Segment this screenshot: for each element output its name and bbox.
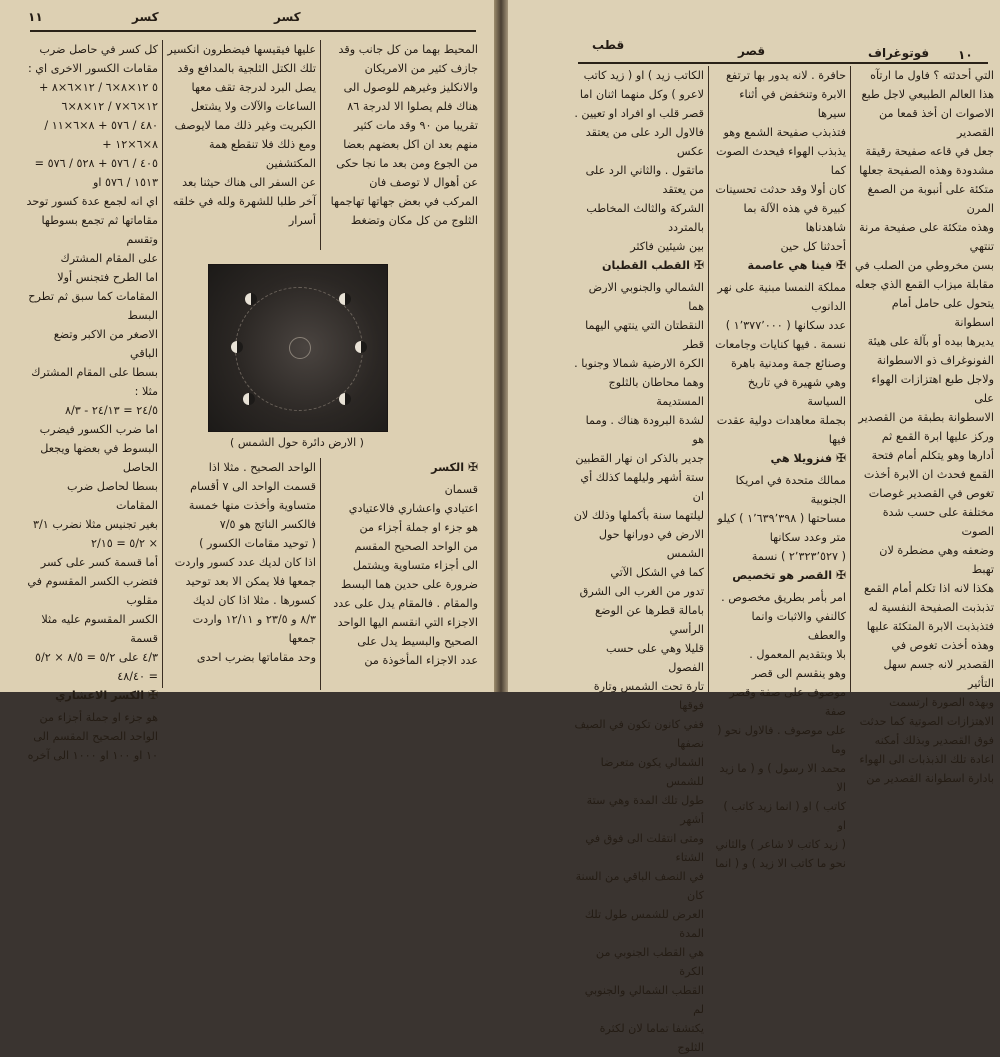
left-page-side-title: كسر bbox=[274, 10, 301, 24]
right-page-middle-title: قصر bbox=[738, 44, 766, 58]
earth-phase-mark bbox=[231, 341, 243, 353]
text-line: الاصغر من الاكبر وتضع الباقي bbox=[53, 328, 158, 360]
text-line: بغير تجنيس مثلا نضرب ٣/١ bbox=[33, 518, 158, 531]
text-line: على موصوف . فالاول نحو ( وما bbox=[717, 724, 846, 756]
text-line: الفونوغراف ذو الاسطوانة bbox=[876, 354, 994, 367]
section-heading-pole: ✠ القطب القطبان bbox=[601, 258, 704, 272]
left-column-a bbox=[24, 40, 158, 762]
text-line: الاهتزازات الصوتية كما حدثت bbox=[859, 715, 994, 728]
text-line: بسن مخروطي من الصلب في bbox=[855, 259, 994, 272]
text-line: أما قسمة كسر على كسر bbox=[40, 556, 158, 569]
left-column-c-bottom bbox=[324, 458, 478, 690]
text-line: قليلا وهي على حسب الفصول bbox=[606, 642, 704, 674]
text-line: يديرها بيده أو بآلة على هيئة bbox=[867, 335, 994, 348]
text-line: مقاماتها ثم تجمع بسوطها وتقسم bbox=[41, 214, 158, 246]
text-line: نسمة . فيها كنايات وجامعات bbox=[715, 338, 846, 351]
text-line: اما ضرب الكسور فيضرب bbox=[39, 423, 158, 436]
text-line: المقامات كما سبق ثم تطرح البسط bbox=[28, 290, 158, 322]
text-line: جمعها فلا يمكن الا بعد توحيد bbox=[185, 575, 316, 588]
text-line: فيها bbox=[828, 433, 846, 446]
right-column-2 bbox=[712, 66, 846, 870]
text-line: قسمت الواحد الى ٧ أقسام bbox=[190, 480, 316, 493]
text-line: متكئة على أنبوبة من الصمغ المرن bbox=[867, 183, 994, 215]
text-line: كاتب ) او ( انما زيد كاتب ) او bbox=[723, 800, 846, 832]
section-heading-venezuela: ✠ فنزويلا هي bbox=[770, 451, 846, 465]
text-line: يتحول على حامل أمام اسطوانة bbox=[891, 297, 994, 329]
text-line: على المقام المشترك bbox=[60, 252, 158, 265]
text-line: اعادة تلك الذبذبات الى الهواء bbox=[859, 753, 994, 766]
text-line: لشدة البرودة هناك . ومما هو bbox=[585, 414, 704, 446]
text-line: الاسطوانة بطبقة من القصدير bbox=[858, 411, 994, 424]
text-line: اي انه لجمع عدة كسور توحد bbox=[26, 195, 158, 208]
text-line: القصدير لانه جسم سهل التأثير bbox=[883, 658, 994, 690]
text-line: نحو ما كاتب الا زيد ) و ( انما bbox=[715, 857, 846, 870]
text-line: موصوف على صفة وقصر صفة bbox=[729, 686, 846, 718]
text-line: البسوط في بعضها ويجعل الحاصل bbox=[40, 442, 158, 474]
text-line: وضعفه وهي مضطرة لان تهبط bbox=[879, 544, 994, 576]
text-line: وحد مقاماتها بضرب احدى bbox=[196, 651, 316, 664]
ornament-icon: ✠ bbox=[835, 568, 846, 582]
right-page-number: ١٠ bbox=[958, 48, 973, 62]
text-line: ( زيد كاتب لا شاعر ) والثاني bbox=[715, 838, 846, 851]
left-column-c-top bbox=[324, 40, 478, 250]
right-page bbox=[508, 0, 1000, 1054]
ornament-icon: ✠ bbox=[467, 460, 478, 474]
text-line: ففي كانون تكون في الصيف نصفها bbox=[574, 718, 704, 750]
text-line: وهي شهيرة في تاريخ السياسة bbox=[747, 376, 846, 408]
text-line: الابرة وتنخفض في أثناء سيرها bbox=[739, 88, 846, 120]
text-line: هناك فلم يصلوا الا لدرجة ٨٦ bbox=[347, 100, 478, 113]
text-line: ٤٠٥ / ٥٧٦ + ٥٢٨ / ٥٧٦ = ١٥١٣ / ٥٧٦ او bbox=[34, 157, 158, 189]
text-line: ٥ ١٢×٨×٦ / ١٢×٦×٨ + ١٢×٦×٧ / ١٢×٨×٦ bbox=[38, 81, 158, 113]
section-heading-vienna: ✠ فينا هي عاصمة bbox=[747, 258, 846, 272]
sun-symbol bbox=[289, 337, 311, 359]
text-line: الكسر المقسوم عليه مثلا قسمة bbox=[41, 613, 158, 645]
text-line: آخر طلبا للشهرة ولله في خلقه bbox=[172, 195, 316, 208]
text-line: ماتقول . والثاني الرد على من يعتقد bbox=[585, 164, 704, 196]
column-divider bbox=[320, 40, 321, 250]
text-line: ٤/٣ على ٥/٢ = ٨/٥ × ٥/٢ = ٤٨/٤٠ bbox=[34, 651, 158, 683]
text-line: الشمالي يكون متعرضا للشمس bbox=[600, 756, 704, 788]
text-line: هو جزء او جملة أجزاء من bbox=[359, 521, 478, 534]
left-page-number: ١١ bbox=[28, 10, 43, 24]
text-line: جازف كثير من الامريكان bbox=[364, 62, 478, 75]
text-line: ٢٤/٥ = ٢٤/١٣ - ٨/٣ bbox=[64, 404, 158, 417]
text-line: هذا العالم الطبيعي لاجل طبع bbox=[861, 88, 994, 101]
text-line: فالكسر الناتج هو ٧/٥ bbox=[219, 518, 316, 531]
text-line: بجملة معاهدات دولية عقدت bbox=[716, 414, 846, 427]
text-line: ١٠ او ١٠٠ او ١٠٠٠ الى آخره bbox=[27, 749, 158, 762]
text-line: النقطتان التي ينتهي اليهما قطر bbox=[585, 319, 704, 351]
text-line: ممالك متحدة في امريكا الجنوبية bbox=[735, 474, 846, 506]
right-header-rule bbox=[578, 62, 988, 64]
column-divider bbox=[320, 458, 321, 690]
text-line: كما في الشكل الآتي bbox=[610, 566, 704, 579]
text-line: ولاجل طبع اهتزازات الهواء على bbox=[871, 373, 994, 405]
text-line: هكذا لانه اذا تكلم أمام القمع bbox=[863, 582, 994, 595]
text-line: طول تلك المدة وهي ستة أشهر bbox=[586, 794, 704, 826]
text-line: وركز عليها ابرة القمع ثم bbox=[881, 430, 994, 443]
text-line: تغوص في القصدير غوصات bbox=[868, 487, 994, 500]
text-line: × ٥/٢ = ٢/١٥ bbox=[90, 537, 158, 550]
text-line: أدارها وهو يتكلم أمام فتحة bbox=[871, 449, 994, 462]
column-divider bbox=[162, 40, 163, 688]
text-line: فالاول الرد على من يعتقد عكس bbox=[585, 126, 704, 158]
text-line: منهم بعد ان اكل بعضهم بعضا bbox=[343, 138, 478, 151]
text-line: وبهذه الصورة ارتسمت bbox=[889, 696, 994, 709]
text-line: بلا وبتقديم المعمول . bbox=[749, 648, 846, 661]
text-line: الساعات والآلات ولا يشتعل bbox=[190, 100, 316, 113]
text-line: اعتيادي واعشاري فالاعتيادي bbox=[348, 502, 478, 515]
text-line: متر وعدد سكانها bbox=[769, 531, 846, 544]
text-line: القمع فحدث ان الابرة أخذت bbox=[863, 468, 994, 481]
text-line: عليها فيقيسها فيضطرون انكسير bbox=[167, 43, 316, 56]
text-line: الشمالي والجنوبي الارض هما bbox=[588, 281, 704, 313]
text-line: محمد الا رسول ) و ( ما زيد الا bbox=[719, 762, 846, 794]
left-header-rule bbox=[30, 30, 476, 32]
text-line: فتذبذبت الابرة المتكئة عليها bbox=[866, 620, 994, 633]
right-column-3 bbox=[854, 66, 994, 785]
text-line: ومتى انتقلت الى فوق في الشتاء bbox=[585, 832, 704, 864]
text-line: عدد سكانها ( ١٬٣٧٧٬٠٠٠ ) bbox=[725, 319, 846, 332]
right-page-side-title: فوتوغراف bbox=[868, 46, 930, 60]
text-line: من الواحد الصحيح المقسم bbox=[354, 540, 478, 553]
earth-phase-mark bbox=[355, 341, 367, 353]
text-line: ٤٨٠ / ٥٧٦ + ٨×٦×١١ / ٨×٦×١٢ + bbox=[44, 119, 158, 151]
section-heading-restriction: ✠ القصر هو تخصيص bbox=[732, 568, 846, 582]
text-line: كبيرة في هذه الآلة بما شاهدناها bbox=[743, 202, 846, 234]
left-column-b-top bbox=[166, 40, 316, 250]
text-line: كل كسر في حاصل ضرب bbox=[39, 43, 158, 56]
text-line: بامالة قطرها عن الوضع الرأسي bbox=[595, 604, 704, 636]
text-line: جعل في قاعه صفيحة رقيقة bbox=[865, 145, 994, 158]
text-line: ( توحيد مقامات الكسور ) bbox=[199, 537, 316, 550]
earth-phase-mark bbox=[243, 393, 255, 405]
earth-phase-mark bbox=[339, 293, 351, 305]
text-line: اذا كان لديك عدد كسور واردت bbox=[174, 556, 316, 569]
text-line: كان أولا وقد حدثت تحسينات bbox=[715, 183, 846, 196]
text-line: مشدودة وهذه الصفيحة جعلها bbox=[859, 164, 994, 177]
text-line: الشركة والثالث المخاطب بالمتردد bbox=[586, 202, 704, 234]
left-column-b-bottom bbox=[166, 458, 316, 690]
text-line: الواحد الصحيح المقسم الى bbox=[33, 730, 158, 743]
section-heading-fraction: ✠ الكسر bbox=[431, 460, 478, 474]
text-line: بسطا لحاصل ضرب المقامات bbox=[66, 480, 158, 512]
text-line: ومع ذلك فلا تنقطع همة المكتشفين bbox=[208, 138, 316, 170]
text-line: جدير بالذكر ان نهار القطبين bbox=[575, 452, 704, 465]
text-line: أحدثنا كل حين bbox=[780, 240, 846, 253]
column-divider bbox=[708, 66, 709, 692]
text-line: أسرار bbox=[288, 214, 316, 227]
text-line: تارة تحت الشمس وتارة فوقها bbox=[593, 680, 704, 712]
text-line: عن السفر الى هناك حيثنا بعد bbox=[182, 176, 316, 189]
text-line: الاصوات ان أخذ قمعا من القصدير bbox=[879, 107, 994, 139]
book-gutter bbox=[494, 0, 508, 692]
text-line: هي القطب الجنوبي من الكرة bbox=[595, 946, 704, 978]
text-line: تذبذبت الصفيحة النفسية له bbox=[868, 601, 994, 614]
earth-orbit-figure bbox=[208, 264, 388, 432]
text-line: عن أهوال لا توصف فان bbox=[369, 176, 478, 189]
text-line: ( ٢٬٣٢٣٬٥٢٧ ) نسمة bbox=[751, 550, 846, 563]
text-line: وهذه متكئة على صفيحة مرنة تنتهي bbox=[859, 221, 994, 253]
right-page-title: قطب bbox=[592, 38, 625, 52]
ornament-icon: ✠ bbox=[147, 688, 158, 702]
text-line: تقريبا من ٩٠ وقد مات كثير bbox=[354, 119, 478, 132]
text-line: مقامات الكسور الاخرى اي : bbox=[27, 62, 158, 75]
text-line: ٨/٣ و ٢٣/٥ و ١٢/١١ واردت جمعها bbox=[192, 613, 316, 645]
text-line: كسورها . مثلا اذا كان لديك bbox=[192, 594, 316, 607]
text-line: بين شيئين فاكثر bbox=[630, 240, 704, 253]
text-line: من الجوع ومن بعد ما نجا حكى bbox=[336, 157, 478, 170]
ornament-icon: ✠ bbox=[693, 258, 704, 272]
text-line: الى أجزاء متساوية ويشتمل bbox=[352, 559, 478, 572]
text-line: لاعرو ) وكل منهما اثنان اما bbox=[579, 88, 704, 101]
text-line: الثلوج من كل مكان وتضغط bbox=[350, 214, 478, 227]
text-line: وهذه أخذت تغوص في bbox=[891, 639, 994, 652]
text-line: متساوية وأخذت منها خمسة bbox=[188, 499, 316, 512]
text-line: مملكة النمسا مبنية على نهر الدانوب bbox=[717, 281, 846, 313]
text-line: اما الطرح فتجنس أولا bbox=[57, 271, 158, 284]
right-column-1 bbox=[572, 66, 704, 1054]
text-line: امر بأمر بطريق مخصوص . bbox=[721, 591, 846, 604]
section-heading-decimal-fraction: ✠ الكسر الاعشاري bbox=[55, 688, 158, 702]
text-line: حافرة . لانه يدور بها ترتفع bbox=[725, 69, 846, 82]
text-line: وصنائع جمة ومدنية باهرة bbox=[730, 357, 846, 370]
text-line: قصر قلب او افراد او تعيين . bbox=[574, 107, 704, 120]
text-line: المحيط بهما من كل جانب وقد bbox=[338, 43, 478, 56]
earth-phase-mark bbox=[245, 293, 257, 305]
text-line: كالنفي والاثبات وانما والعطف bbox=[751, 610, 846, 642]
text-line: العرض للشمس طول تلك المدة bbox=[584, 908, 704, 940]
text-line: مقابلة ميزاب القمع الذي جعله bbox=[854, 278, 994, 291]
text-line: قسمان bbox=[444, 483, 478, 496]
text-line: عدد الاجزاء المأخوذة من bbox=[364, 654, 478, 667]
left-page bbox=[0, 0, 495, 762]
text-line: ليلتهما سنة بأكملها وذلك لان bbox=[573, 509, 704, 522]
text-line: بسطا على المقام المشترك مثلا : bbox=[31, 366, 158, 398]
figure-caption: ( الارض دائرة حول الشمس ) bbox=[230, 436, 364, 449]
ornament-icon: ✠ bbox=[835, 258, 846, 272]
text-line: والانكليز وغيرهم للوصول الى bbox=[343, 81, 478, 94]
text-line: فوق القصدير وبذلك أمكنه bbox=[874, 734, 994, 747]
text-line: الكبريت وغير ذلك مما لايوصف bbox=[174, 119, 316, 132]
earth-phase-mark bbox=[339, 393, 351, 405]
text-line: الكاتب زيد ) او ( زيد كاتب bbox=[583, 69, 704, 82]
text-line: بادارة اسطوانة القصدير من bbox=[866, 772, 994, 785]
text-line: تلك الكتل الثلجية بالمدافع وقد bbox=[177, 62, 316, 75]
text-line: فتضرب الكسر المقسوم في مقلوب bbox=[27, 575, 158, 607]
left-page-title: كسر bbox=[132, 10, 159, 24]
text-line: الارض في دورانها حول الشمس bbox=[598, 528, 704, 560]
text-line: مساحتها ( ١٬٦٣٩٬٣٩٨ ) كيلو bbox=[717, 512, 846, 525]
text-line: هو جزء او جملة أجزاء من bbox=[39, 711, 158, 724]
text-line: مختلفة على حسب شدة الصوت bbox=[882, 506, 994, 538]
text-line: يصل البرد لدرجة تقف معها bbox=[191, 81, 316, 94]
text-line: الكرة الارضية شمالا وجنوبا . bbox=[574, 357, 704, 370]
text-line: وهما محاطان بالثلوج المستديمة bbox=[608, 376, 704, 408]
text-line: تدور من الغرب الى الشرق bbox=[579, 585, 704, 598]
text-line: والمقام . فالمقام يدل على عدد bbox=[333, 597, 478, 610]
text-line: القطب الشمالي والجنوبي لم bbox=[584, 984, 704, 1016]
text-line: يذبذب الهواء فيحدث الصوت كما bbox=[716, 145, 846, 177]
text-line: المركب في بعض جهاتها تهاجمها bbox=[330, 195, 478, 208]
text-line: ضرورة على حدين هما البسط bbox=[341, 578, 478, 591]
text-line: فتذبذب صفيحة الشمع وهو bbox=[723, 126, 846, 139]
text-line: الاجزاء التي انقسم اليها الواحد bbox=[337, 616, 478, 629]
text-line: في النصف الباقي من السنة كان bbox=[575, 870, 704, 902]
ornament-icon: ✠ bbox=[835, 451, 846, 465]
text-line: وهو ينقسم الى قصر bbox=[751, 667, 846, 680]
column-divider bbox=[850, 66, 851, 692]
text-line: الواحد الصحيح . مثلا اذا bbox=[208, 461, 316, 474]
text-line: ستة أشهر وليلهما كذلك أي ان bbox=[580, 471, 704, 503]
text-line: الصحيح والبسيط يدل على bbox=[357, 635, 478, 648]
text-line: يكتشفا تماما لان لكثرة الثلوج bbox=[599, 1022, 704, 1054]
text-line: التي أحدثته ؟ فاول ما ارتآه bbox=[870, 69, 994, 82]
